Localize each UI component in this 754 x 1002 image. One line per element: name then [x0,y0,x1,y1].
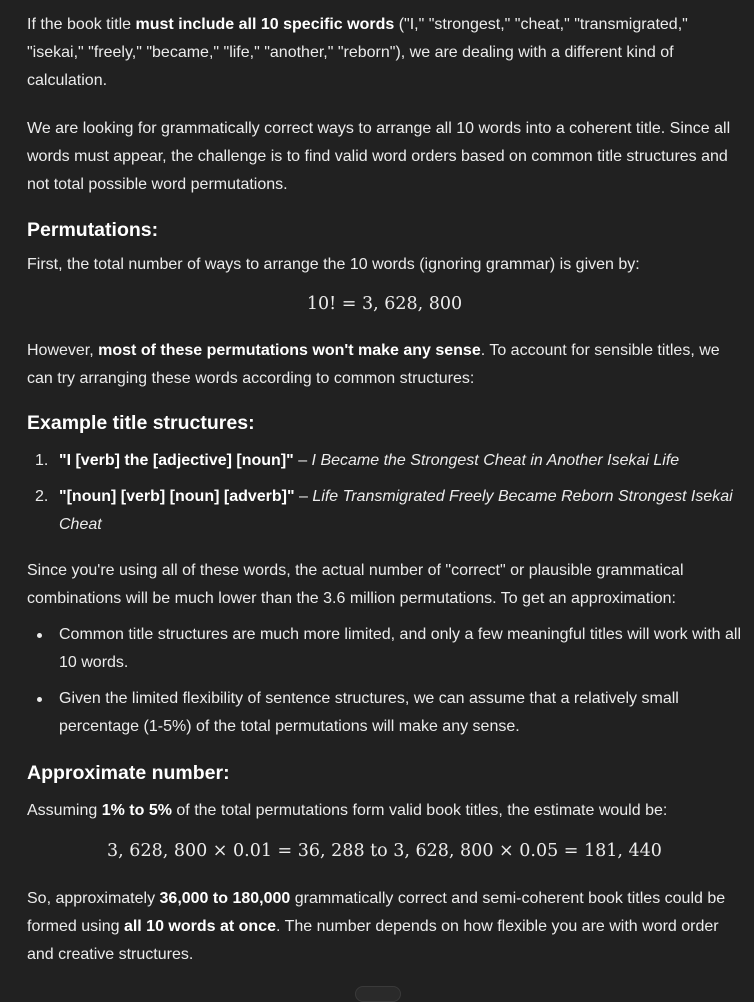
however-bold: most of these permutations won't make any sense [98,342,481,359]
estimate-equation: 3, 628, 800 × 0.01 = 36, 288 to 3, 628, 800 × 0.05 = 181, 440 [107,841,662,861]
bullet-dot [37,697,42,702]
assumption-bold: 1% to 5% [101,802,172,819]
dash: – [293,452,312,469]
bullet-dot [37,633,42,638]
however-text-1: However, [27,342,99,359]
goal-paragraph: We are looking for grammatically correct ways to arrange all 10 words into a coherent title. Since all words must appear, the challenge is to find valid word orders based on common title structures and not total possible word permutations. [27,120,731,193]
intro-text-1: If the book title [27,16,136,33]
permutations-heading: Permutations: [27,219,159,241]
approximate-heading: Approximate number: [27,762,230,784]
title-pattern: "[noun] [verb] [noun] [adverb]" [59,488,295,505]
conclusion-paragraph [27,885,742,969]
factorial-equation: 10! = 3, 628, 800 [306,294,463,314]
dash: – [294,488,313,505]
title-pattern: "I [verb] the [adjective] [noun]" [59,452,294,469]
list-item [27,685,742,741]
conclusion-text-3: . The number depends on how flexible you are with word order and creative structures. [27,918,719,963]
intro-text-2: ("I," "strongest," "cheat," "transmigrated," "isekai," "freely," "became," "life," "another," "reborn"), we are dealing with a different kind of calculation. [27,16,688,89]
list-number: 1. [35,452,49,469]
list-item [27,447,742,475]
bullet-text: Common title structures are much more limited, and only a few meaningful titles will work with all 10 words. [59,626,742,671]
assumption-text-1: Assuming [27,802,102,819]
approximation-bullets [27,621,742,741]
list-item [27,621,742,677]
title-example: Life Transmigrated Freely Became Reborn Strongest Isekai Cheat [59,488,733,533]
scroll-down-button[interactable] [355,986,401,1002]
conclusion-text-1: So, approximately [27,890,160,907]
assistant-message [27,11,742,969]
assumption-text-2: of the total permutations form valid book titles, the estimate would be: [171,802,668,819]
conclusion-bold-words: all 10 words at once [123,918,276,935]
assumption-paragraph [27,797,742,825]
left-edge-marker [0,4,4,18]
since-paragraph: Since you're using all of these words, the actual number of "correct" or plausible grammatical combinations will be much lower than the 3.6 million permutations. To get an approximation: [27,562,684,607]
title-example: I Became the Strongest Cheat in Another Isekai Life [311,452,680,469]
conclusion-text-2: grammatically correct and semi-coherent book titles could be formed using [27,890,726,935]
intro-bold: must include all 10 specific words [135,16,395,33]
conclusion-bold-range: 36,000 to 180,000 [159,890,291,907]
intro-paragraph [27,11,742,95]
permutations-text: First, the total number of ways to arrange the 10 words (ignoring grammar) is given by: [27,256,640,273]
however-paragraph [27,337,742,393]
examples-list [27,447,742,539]
bullet-text: Given the limited flexibility of sentence structures, we can assume that a relatively small percentage (1-5%) of the total permutations will make any sense. [59,690,679,735]
list-number: 2. [35,488,49,505]
however-text-2: . To account for sensible titles, we can try arranging these words according to common structures: [27,342,720,387]
list-item [27,483,742,539]
examples-heading: Example title structures: [27,412,255,434]
